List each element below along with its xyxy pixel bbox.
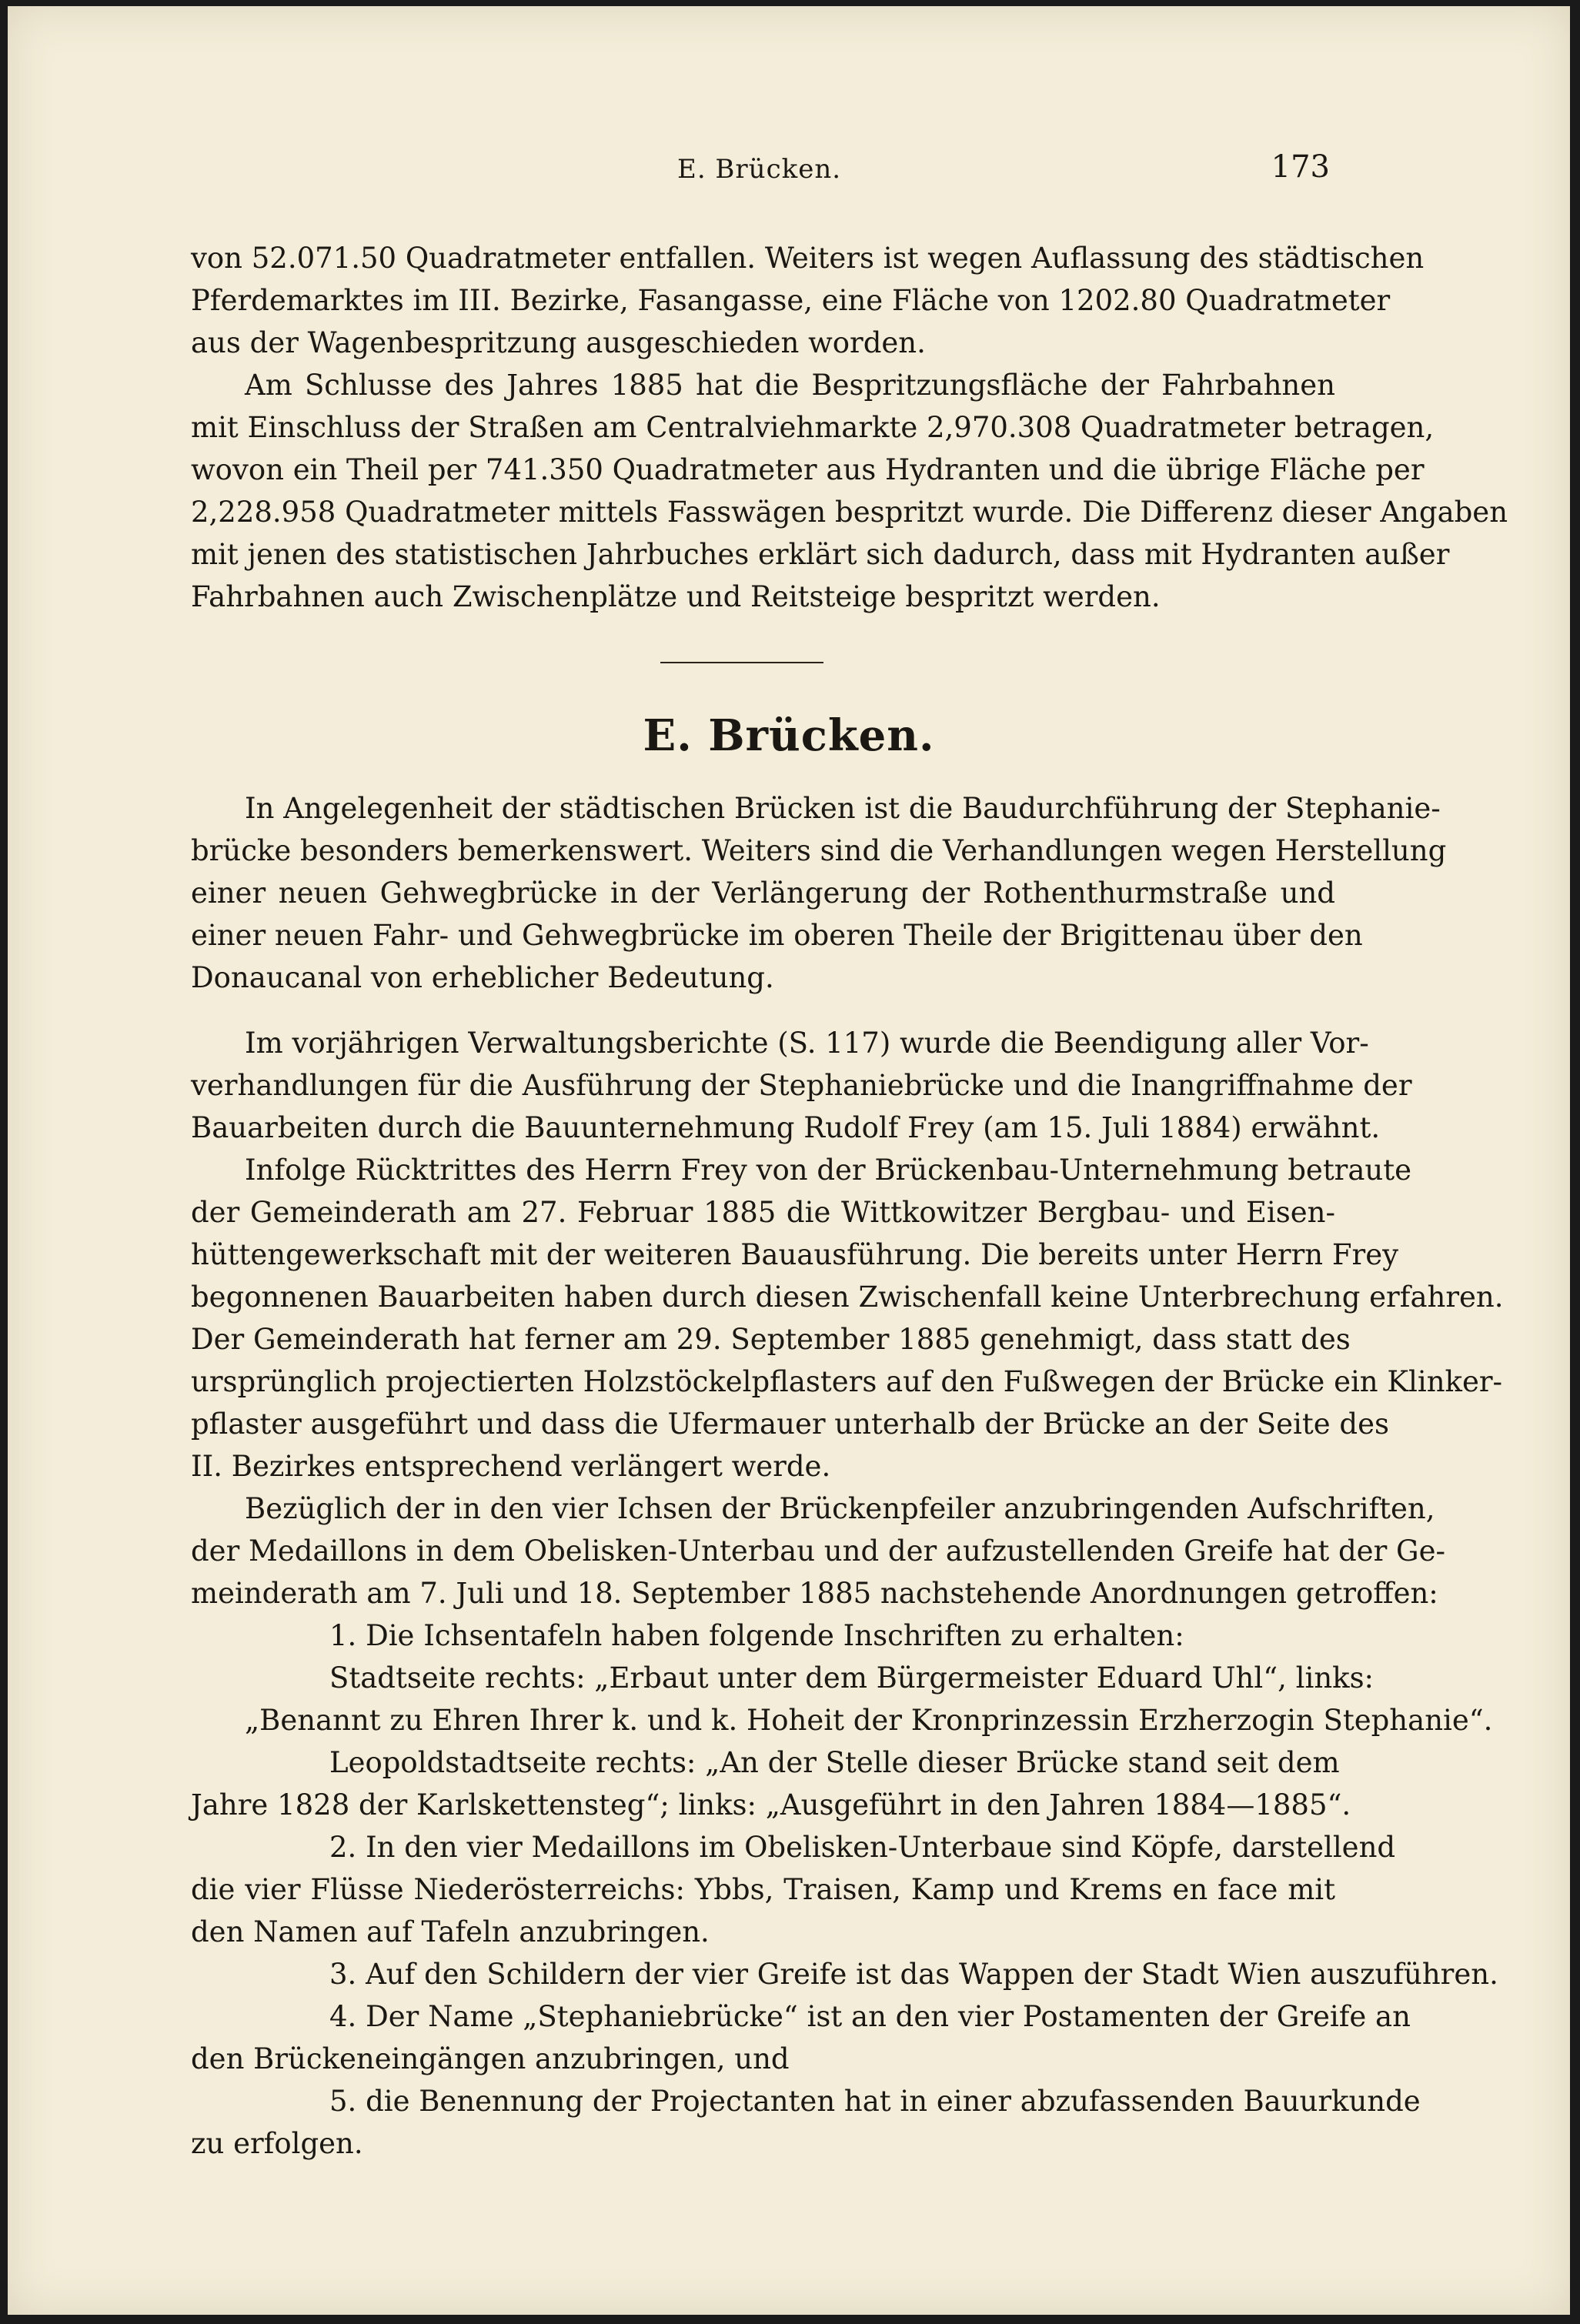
text-line: einer neuen Gehwegbrücke in der Verlängerung der Rothenthurmstraße und: [191, 877, 1335, 910]
text-line: mit Einschluss der Straßen am Centralviehmarkte 2,970.308 Quadratmeter betragen,: [191, 411, 1435, 444]
paragraph-block-stephanie-bridge: [191, 1022, 1504, 2165]
text-line: Der Gemeinderath hat ferner am 29. September 1885 genehmigt, dass statt des: [191, 1323, 1351, 1356]
text-line: verhandlungen für die Ausführung der Stephaniebrücke und die Inangriffnahme der: [191, 1069, 1412, 1102]
text-line: mit jenen des statistischen Jahrbuches erklärt sich dadurch, dass mit Hydranten außer: [191, 538, 1450, 571]
text-line: aus der Wagenbespritzung ausgeschieden worden.: [191, 326, 926, 359]
text-line: pflaster ausgeführt und dass die Ufermauer unterhalb der Brücke an der Seite des: [191, 1407, 1389, 1441]
text-line: 3. Auf den Schildern der vier Greife ist das Wappen der Stadt Wien auszuführen.: [329, 1958, 1498, 1991]
text-line: Im vorjährigen Verwaltungsberichte (S. 117) wurde die Beendigung aller Vor-: [245, 1027, 1369, 1060]
text-line: Fahrbahnen auch Zwischenplätze und Reitsteige bespritzt werden.: [191, 580, 1161, 613]
text-line: „Benannt zu Ehren Ihrer k. und k. Hoheit der Kronprinzessin Erzherzogin Stephanie“.: [245, 1704, 1493, 1737]
paragraph-block-sprinkling: [191, 237, 1508, 618]
text-line: begonnenen Bauarbeiten haben durch diesen Zwischenfall keine Unterbrechung erfahren.: [191, 1281, 1504, 1314]
text-line: 4. Der Name „Stephaniebrücke“ ist an den vier Postamenten der Greife an: [329, 2000, 1411, 2033]
document-page: [8, 6, 1570, 2315]
text-line: der Gemeinderath am 27. Februar 1885 die Wittkowitzer Bergbau- und Eisen-: [191, 1196, 1335, 1229]
text-line: zu erfolgen.: [191, 2127, 363, 2160]
text-line: hüttengewerkschaft mit der weiteren Bauausführung. Die bereits unter Herrn Frey: [191, 1238, 1399, 1271]
text-line: 5. die Benennung der Projectanten hat in einer abzufassenden Bauurkunde: [329, 2085, 1421, 2118]
text-line: meinderath am 7. Juli und 18. September 1885 nachstehende Anordnungen getroffen:: [191, 1577, 1438, 1610]
text-line: ursprünglich projectierten Holzstöckelpflasters auf den Fußwegen der Brücke ein Klinker-: [191, 1365, 1503, 1398]
section-heading: E. Brücken.: [643, 710, 935, 761]
running-head: [8, 149, 1570, 195]
text-line: den Brückeneingängen anzubringen, und: [191, 2042, 790, 2075]
text-line: die vier Flüsse Niederösterreichs: Ybbs, Traisen, Kamp und Krems en face mit: [191, 1873, 1335, 1906]
text-line: Jahre 1828 der Karlskettensteg“; links: „Ausgeführt in den Jahren 1884—1885“.: [191, 1788, 1351, 1821]
text-line: Pferdemarktes im III. Bezirke, Fasangasse, eine Fläche von 1202.80 Quadratmeter: [191, 284, 1391, 317]
text-line: Donaucanal von erheblicher Bedeutung.: [191, 961, 774, 994]
text-line: der Medaillons in dem Obelisken-Unterbau und der aufzustellenden Greife hat der Ge-: [191, 1534, 1445, 1568]
text-line: von 52.071.50 Quadratmeter entfallen. Weiters ist wegen Auflassung des städtischen: [191, 242, 1425, 275]
text-line: In Angelegenheit der städtischen Brücken ist die Baudurchführung der Stephanie-: [245, 792, 1441, 825]
page-number: 173: [1271, 149, 1330, 185]
text-line: Infolge Rücktrittes des Herrn Frey von der Brückenbau-Unternehmung betraute: [245, 1154, 1412, 1187]
text-line: brücke besonders bemerkenswert. Weiters sind die Verhandlungen wegen Herstellung: [191, 834, 1447, 867]
text-line: Stadtseite rechts: „Erbaut unter dem Bürgermeister Eduard Uhl“, links:: [329, 1661, 1375, 1695]
text-line: Am Schlusse des Jahres 1885 hat die Bespritzungsfläche der Fahrbahnen: [245, 369, 1335, 402]
paragraph-block-bridges-intro: [191, 787, 1447, 999]
section-divider: [660, 662, 823, 663]
text-line: wovon ein Theil per 741.350 Quadratmeter aus Hydranten und die übrige Fläche per: [191, 453, 1425, 486]
text-line: 2,228.958 Quadratmeter mittels Fasswägen bespritzt wurde. Die Differenz dieser Angaben: [191, 496, 1508, 529]
text-line: einer neuen Fahr- und Gehwegbrücke im oberen Theile der Brigittenau über den: [191, 919, 1363, 952]
text-line: 2. In den vier Medaillons im Obelisken-Unterbaue sind Köpfe, darstellend: [329, 1831, 1396, 1864]
running-title: E. Brücken.: [677, 154, 842, 185]
text-line: den Namen auf Tafeln anzubringen.: [191, 1915, 710, 1948]
text-line: II. Bezirkes entsprechend verlängert werde.: [191, 1450, 831, 1483]
text-line: Bauarbeiten durch die Bauunternehmung Rudolf Frey (am 15. Juli 1884) erwähnt.: [191, 1111, 1381, 1144]
text-line: Bezüglich der in den vier Ichsen der Brückenpfeiler anzubringenden Aufschriften,: [245, 1492, 1435, 1525]
text-line: Leopoldstadtseite rechts: „An der Stelle dieser Brücke stand seit dem: [329, 1746, 1340, 1779]
text-line: 1. Die Ichsentafeln haben folgende Inschriften zu erhalten:: [329, 1619, 1184, 1652]
